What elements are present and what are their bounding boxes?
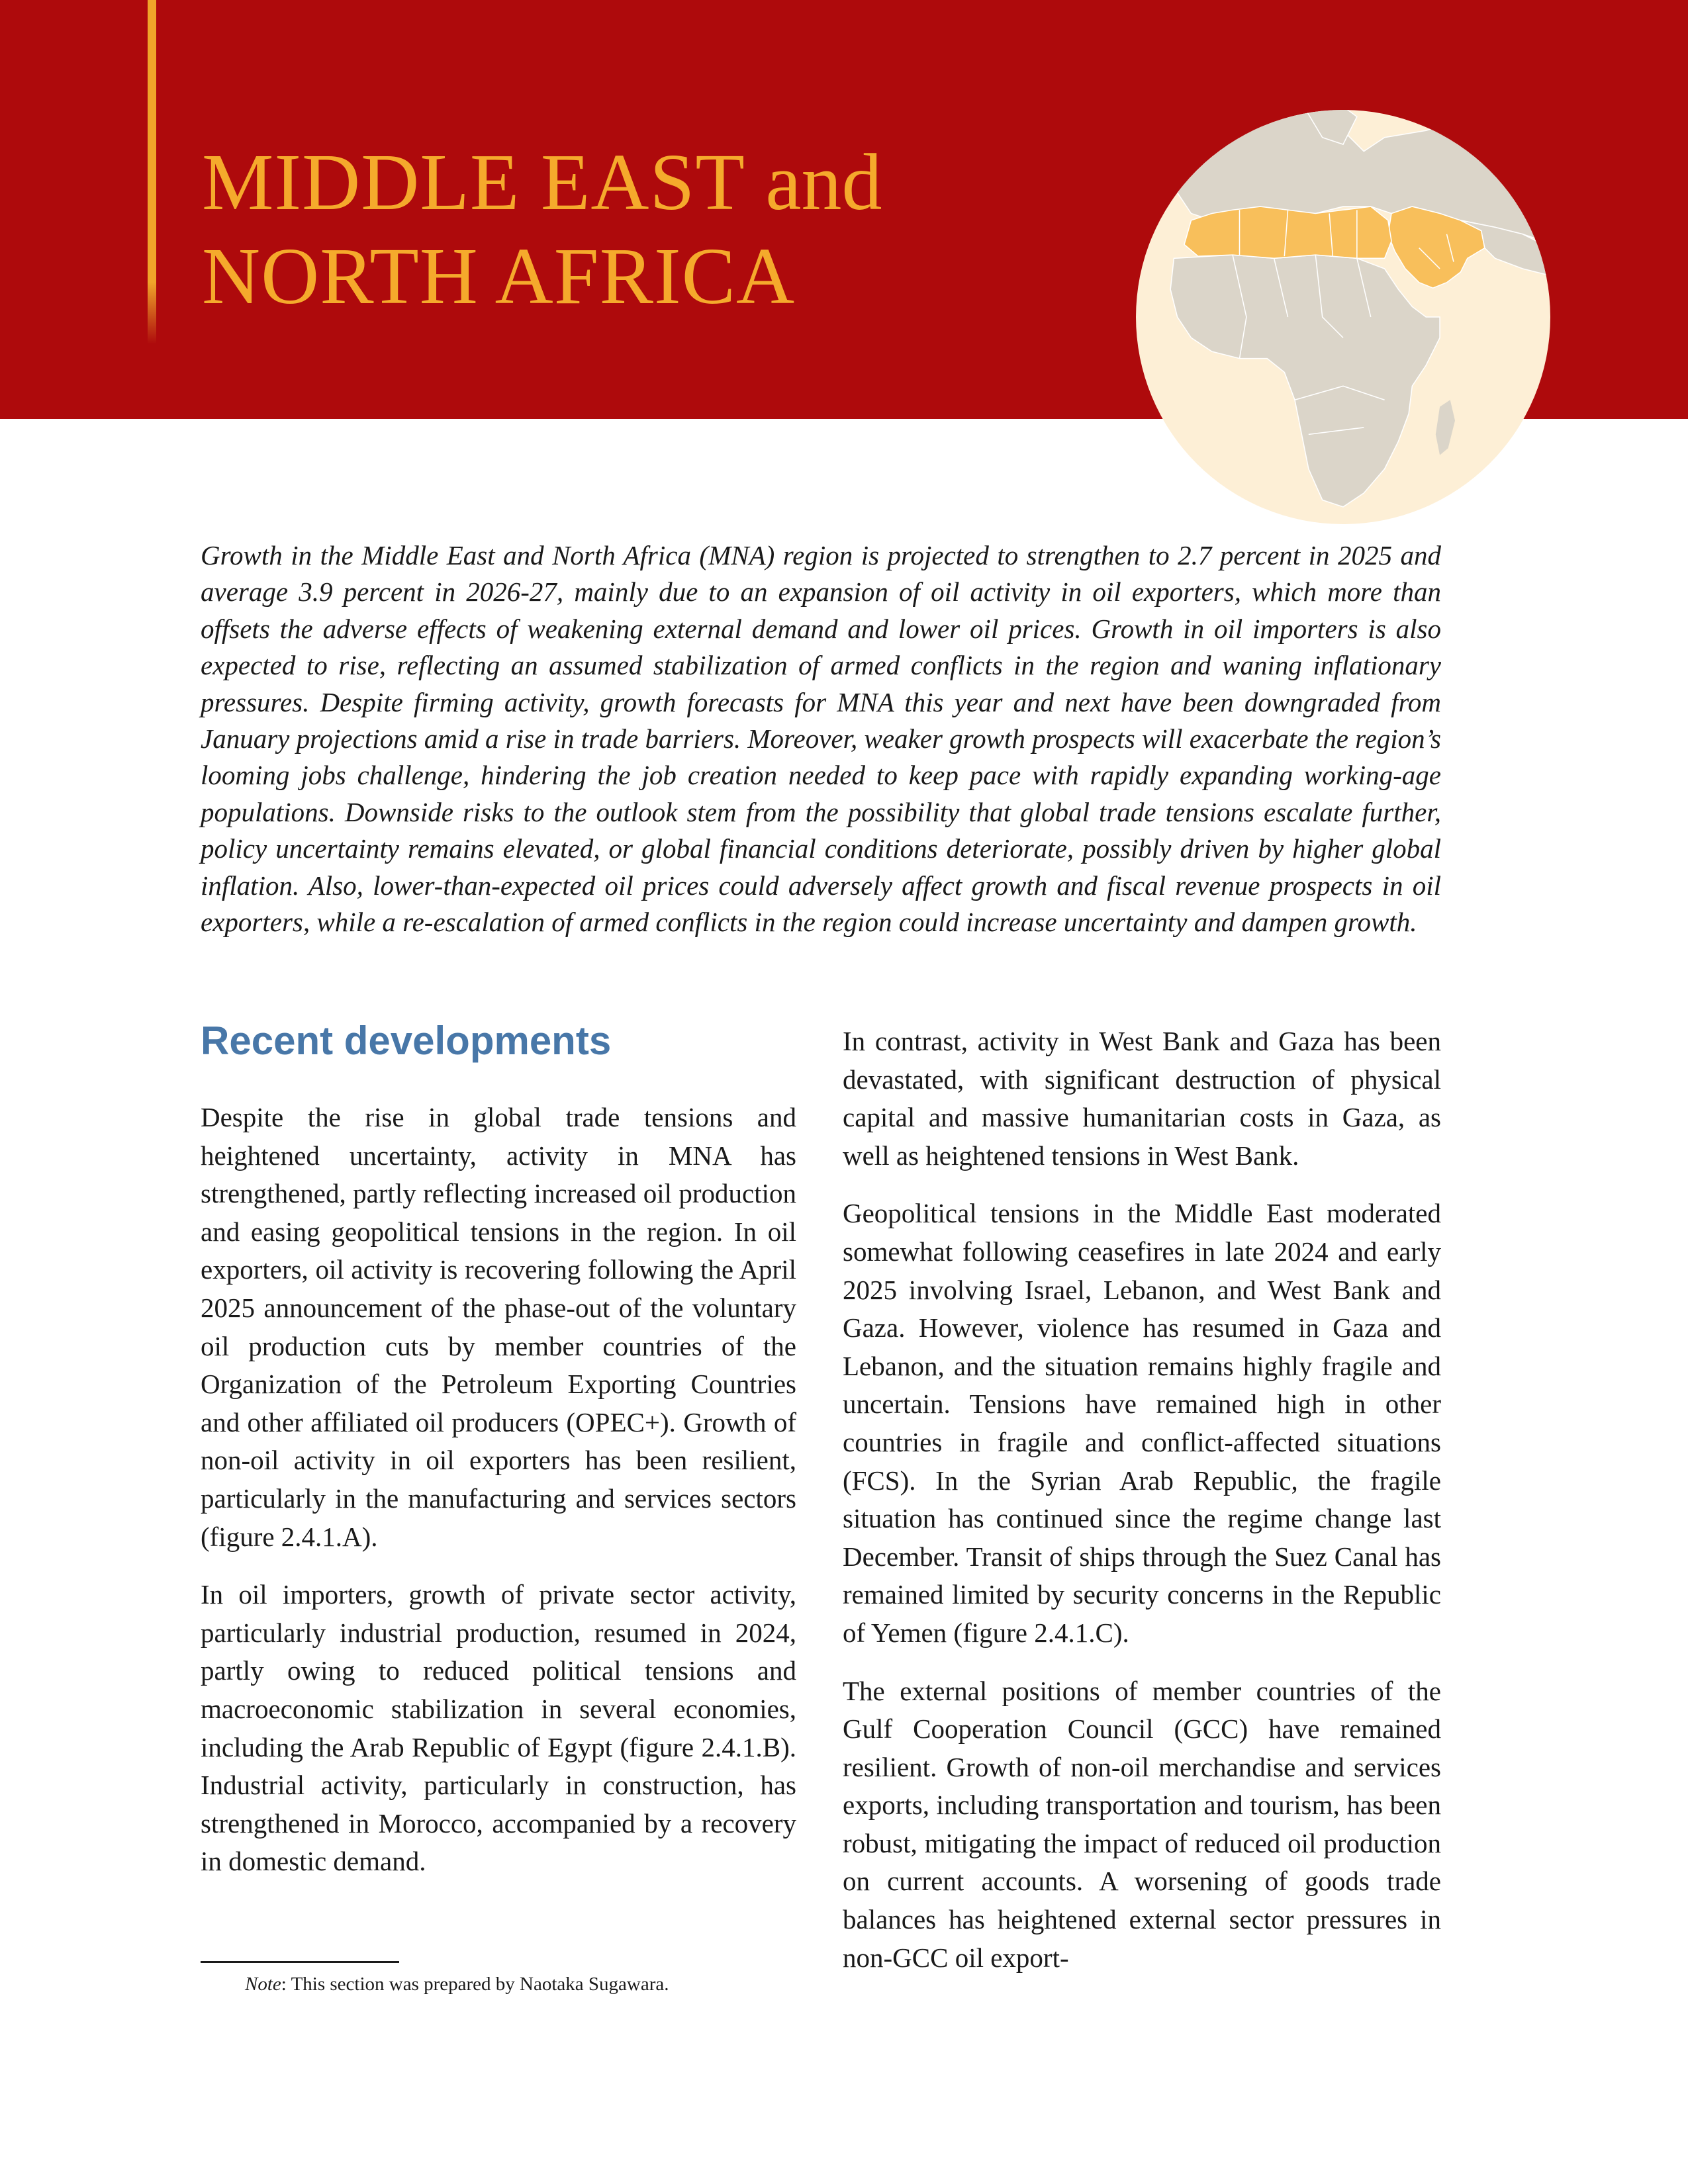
- accent-bar: [148, 0, 156, 344]
- footnote-text: : This section was prepared by Naotaka Sugawara.: [281, 1974, 669, 1995]
- section-heading: Recent developments: [201, 1019, 612, 1063]
- title-line-1: [202, 136, 1029, 230]
- right-column: [843, 1023, 1441, 1997]
- left-column: [201, 1099, 796, 1901]
- chapter-title: [202, 136, 1029, 324]
- footnote-label: Note: [245, 1974, 281, 1995]
- title-line-1-and: and: [745, 138, 882, 227]
- body-paragraph: Despite the rise in global trade tensions and heightened uncertainty, activity in MNA has strengthened, partly reflecting increased oil production and easing geopolitical tensions in the region. In oil exporters, oil activity is recovering following the April 2025 announcement of the phase-out of the voluntary oil production cuts by member countries of the Organization of the Petroleum Exporting Countries and other affiliated oil producers (OPEC+). Growth of non-oil activity in oil exporters has been resilient, particularly in the manufacturing and services sectors (figure 2.4.1.A).: [201, 1102, 796, 1552]
- body-paragraph: The external positions of member countries of the Gulf Cooperation Council (GCC) have remained resilient. Growth of non-oil merchandise and services exports, including transportation and tourism, has been robust, mitigating the impact of reduced oil production on current accounts. A worsening of goods trade balances has heightened external sector pressures in non-GCC oil export-: [843, 1675, 1441, 1973]
- body-paragraph: In contrast, activity in West Bank and Gaza has been devastated, with significant destruction of physical capital and massive humanitarian costs in Gaza, as well as heightened tensions in West Bank.: [843, 1026, 1441, 1171]
- footnote: [245, 1974, 669, 1995]
- title-line-2: NORTH AFRICA: [202, 232, 796, 321]
- footnote-rule: [201, 1961, 399, 1963]
- globe-map-illustration: [1136, 110, 1550, 524]
- title-line-1-region: MIDDLE EAST: [202, 138, 745, 227]
- body-paragraph: In oil importers, growth of private sector activity, particularly industrial production, resumed in 2024, partly owing to reduced political tensions and macroeconomic stabilization in several economies, including the Arab Republic of Egypt (figure 2.4.1.B). Industrial activity, particularly in construction, has strengthened in Morocco, accompanied by a recovery in domestic demand.: [201, 1579, 796, 1877]
- body-paragraph: Geopolitical tensions in the Middle East moderated somewhat following ceasefires in late 2024 and early 2025 involving Israel, Lebanon, and West Bank and Gaza. However, violence has resumed in Gaza and Lebanon, and the situation remains highly fragile and uncertain. Tensions have remained high in other countries in fragile and conflict-affected situations (FCS). In the Syrian Arab Republic, the fragile situation has continued since the regime change last December. Transit of ships through the Suez Canal has remained limited by security concerns in the Republic of Yemen (figure 2.4.1.C).: [843, 1198, 1441, 1648]
- chapter-abstract: Growth in the Middle East and North Africa (MNA) region is projected to strengthen to 2.7 percent in 2025 and average 3.9 percent in 2026-27, mainly due to an expansion of oil activity in oil exporters, which more than offsets the adverse effects of weakening external demand and lower oil prices. Growth in oil importers is also expected to rise, reflecting an assumed stabilization of armed conflicts in the region and waning inflationary pressures. Despite firming activity, growth forecasts for MNA this year and next have been downgraded from January projections amid a rise in trade barriers. Moreover, weaker growth prospects will exacerbate the region’s looming jobs challenge, hindering the job creation needed to keep pace with rapidly expanding working-age populations. Downside risks to the outlook stem from the possibility that global trade tensions escalate further, policy uncertainty remains elevated, or global financial conditions deteriorate, possibly driven by higher global inflation. Also, lower-than-expected oil prices could adversely affect growth and fiscal revenue prospects in oil exporters, while a re-escalation of armed conflicts in the region could increase uncertainty and dampen growth.: [201, 540, 1441, 938]
